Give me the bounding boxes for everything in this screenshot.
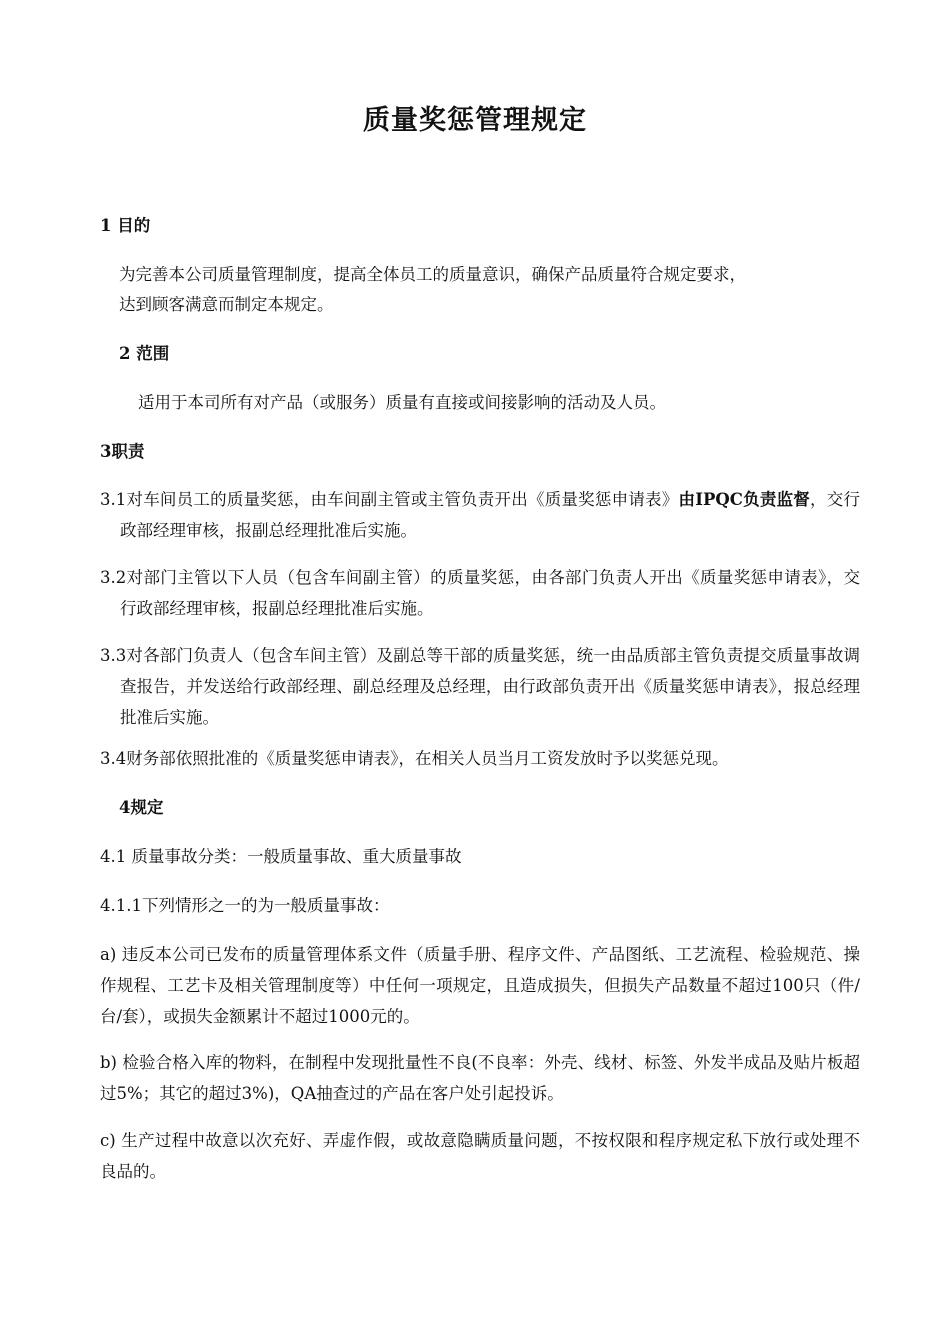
item-c: c) 生产过程中故意以次充好、弄虚作假，或故意隐瞒质量问题，不按权限和程序规定私下放行或处理不良品的。 bbox=[100, 1131, 860, 1181]
responsibility-3-1-bold: 由IPQC负责监督 bbox=[678, 490, 811, 509]
responsibility-3-3: 3.3对各部门负责人（包含车间主管）及副总等干部的质量奖惩，统一由品质部主管负责提交质量事故调查报告，并发送给行政部经理、副总经理及总经理，由行政部负责开出《质量奖惩申请表》，报总经理批准后实施。 bbox=[100, 646, 860, 727]
responsibility-3-1-text-b: ，交行政部经理审核，报副总经理批准后实施。 bbox=[120, 490, 861, 540]
section-heading-scope: 2 范围 bbox=[119, 344, 170, 363]
clause-4-1: 4.1 质量事故分类：一般质量事故、重大质量事故 bbox=[100, 847, 462, 866]
section-heading-purpose: 1 目的 bbox=[100, 216, 151, 235]
section-heading-responsibilities: 3职责 bbox=[100, 442, 145, 461]
section-heading-regulations: 4规定 bbox=[119, 798, 164, 817]
responsibility-3-1-text-a: 3.1对车间员工的质量奖惩，由车间副主管或主管负责开出《质量奖惩申请表》 bbox=[100, 490, 679, 509]
purpose-line-1: 为完善本公司质量管理制度，提高全体员工的质量意识，确保产品质量符合规定要求， bbox=[119, 265, 746, 284]
responsibility-3-1 bbox=[100, 484, 861, 546]
document-title: 质量奖惩管理规定 bbox=[363, 105, 587, 136]
clause-4-1-1: 4.1.1下列情形之一的为一般质量事故： bbox=[100, 896, 390, 915]
item-b: b) 检验合格入库的物料，在制程中发现批量性不良(不良率：外壳、线材、标签、外发半成品及贴片板超过5%；其它的超过3%)，QA抽查过的产品在客户处引起投诉。 bbox=[100, 1053, 860, 1103]
scope-text: 适用于本司所有对产品（或服务）质量有直接或间接影响的活动及人员。 bbox=[138, 393, 666, 412]
item-a: a) 违反本公司已发布的质量管理体系文件（质量手册、程序文件、产品图纸、工艺流程、检验规范、操作规程、工艺卡及相关管理制度等）中任何一项规定，且造成损失，但损失产品数量不超过100只（件/台/套），或损失金额累计不超过1000元的。 bbox=[100, 945, 860, 1026]
purpose-line-2: 达到顾客满意而制定本规定。 bbox=[119, 295, 334, 314]
responsibility-3-2: 3.2对部门主管以下人员（包含车间副主管）的质量奖惩，由各部门负责人开出《质量奖惩申请表》，交行政部经理审核，报副总经理批准后实施。 bbox=[100, 568, 860, 618]
responsibility-3-4: 3.4财务部依照批准的《质量奖惩申请表》，在相关人员当月工资发放时予以奖惩兑现。 bbox=[100, 749, 729, 768]
